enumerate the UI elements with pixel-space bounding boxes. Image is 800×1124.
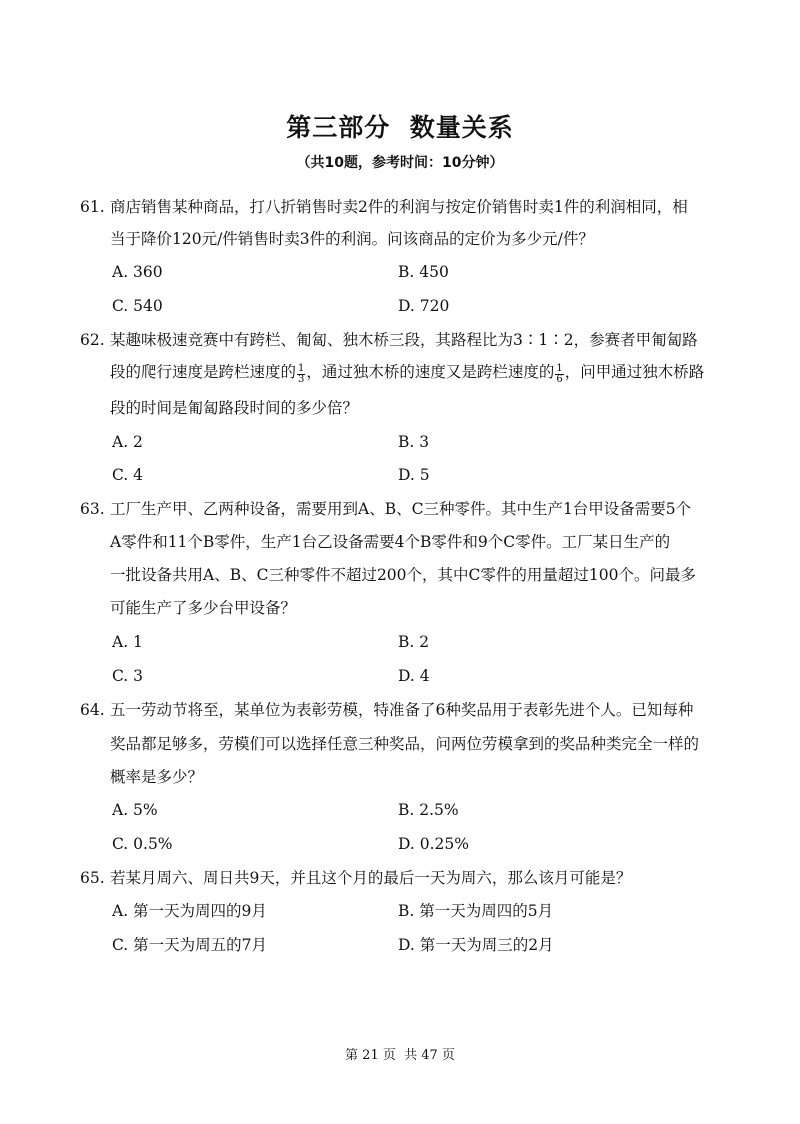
fraction-denominator: 6 xyxy=(556,373,563,385)
question-text: 概率是多少？ xyxy=(110,768,204,786)
question-text-with-fractions xyxy=(110,362,704,385)
question-text: 某趣味极速竞赛中有跨栏、匍匐、独木桥三段，其路程比为3∶1∶2，参赛者甲匍匐路 xyxy=(110,331,698,349)
fraction-one-sixth xyxy=(555,364,563,385)
option-c: C. 0.5% xyxy=(112,835,173,853)
page-title: 第三部分 数量关系 xyxy=(286,113,514,142)
question-text: 段的爬行速度是跨栏速度的 xyxy=(110,363,297,381)
option-b: B. 3 xyxy=(398,433,430,451)
question-text: 可能生产了多少台甲设备？ xyxy=(110,599,297,617)
question-line xyxy=(80,330,698,350)
question-number: 65. xyxy=(80,869,105,887)
question-text: 段的时间是匍匐路段时间的多少倍？ xyxy=(110,399,359,417)
question-text: 奖品都足够多，劳模们可以选择任意三种奖品，问两位劳模拿到的奖品种类完全一样的 xyxy=(110,735,700,753)
question-line xyxy=(80,499,691,519)
option-a: A. 360 xyxy=(112,263,163,281)
question-text: 商店销售某种商品，打八折销售时卖2件的利润与按定价销售时卖1件的利润相同，相 xyxy=(110,198,688,216)
question-text: 若某月周六、周日共9天，并且这个月的最后一天为周六，那么该月可能是？ xyxy=(110,869,632,887)
option-c: C. 第一天为周五的7月 xyxy=(112,936,268,954)
option-d: D. 4 xyxy=(398,667,430,685)
fraction-denominator: 3 xyxy=(298,373,305,385)
question-line xyxy=(80,700,693,720)
fraction-numerator: 1 xyxy=(556,362,563,374)
question-text: A零件和11个B零件，生产1台乙设备需要4个B零件和9个C零件。工厂某日生产的 xyxy=(110,533,671,551)
question-line xyxy=(80,868,631,888)
option-c: C. 3 xyxy=(112,667,144,685)
option-b: B. 450 xyxy=(398,263,449,281)
option-d: D. 5 xyxy=(398,466,430,484)
question-text: 工厂生产甲、乙两种设备，需要用到A、B、C三种零件。其中生产1台甲设备需要5个 xyxy=(110,500,692,518)
option-b: B. 2.5% xyxy=(398,801,459,819)
option-a: A. 5% xyxy=(112,801,158,819)
option-b: B. 2 xyxy=(398,633,430,651)
question-text: ，通过独木桥的速度又是跨栏速度的 xyxy=(306,363,555,381)
option-d: D. 0.25% xyxy=(398,835,469,853)
option-a: A. 1 xyxy=(112,633,143,651)
question-text: 五一劳动节将至，某单位为表彰劳模，特准备了6种奖品用于表彰先进个人。已知每种 xyxy=(110,701,694,719)
fraction-one-third xyxy=(297,364,305,385)
question-number: 62. xyxy=(80,331,105,349)
option-a: A. 第一天为周四的9月 xyxy=(112,902,267,920)
option-b: B. 第一天为周四的5月 xyxy=(398,902,554,920)
question-number: 63. xyxy=(80,500,105,518)
question-number: 61. xyxy=(80,198,105,216)
section-subtitle: （共10题，参考时间：10分钟） xyxy=(296,155,504,171)
option-c: C. 540 xyxy=(112,297,163,315)
page-footer: 第 21 页 共 47 页 xyxy=(345,1048,455,1063)
question-text: 当于降价120元/件销售时卖3件的利润。问该商品的定价为多少元/件？ xyxy=(110,230,594,248)
question-text: 一批设备共用A、B、C三种零件不超过200个，其中C零件的用量超过100个。问最多 xyxy=(110,566,696,584)
option-a: A. 2 xyxy=(112,433,143,451)
question-text: ，问甲通过独木桥路 xyxy=(564,363,705,381)
option-d: D. 第一天为周三的2月 xyxy=(398,936,554,954)
question-number: 64. xyxy=(80,701,105,719)
option-c: C. 4 xyxy=(112,466,144,484)
option-d: D. 720 xyxy=(398,297,450,315)
question-line xyxy=(80,197,688,217)
fraction-numerator: 1 xyxy=(298,362,305,374)
